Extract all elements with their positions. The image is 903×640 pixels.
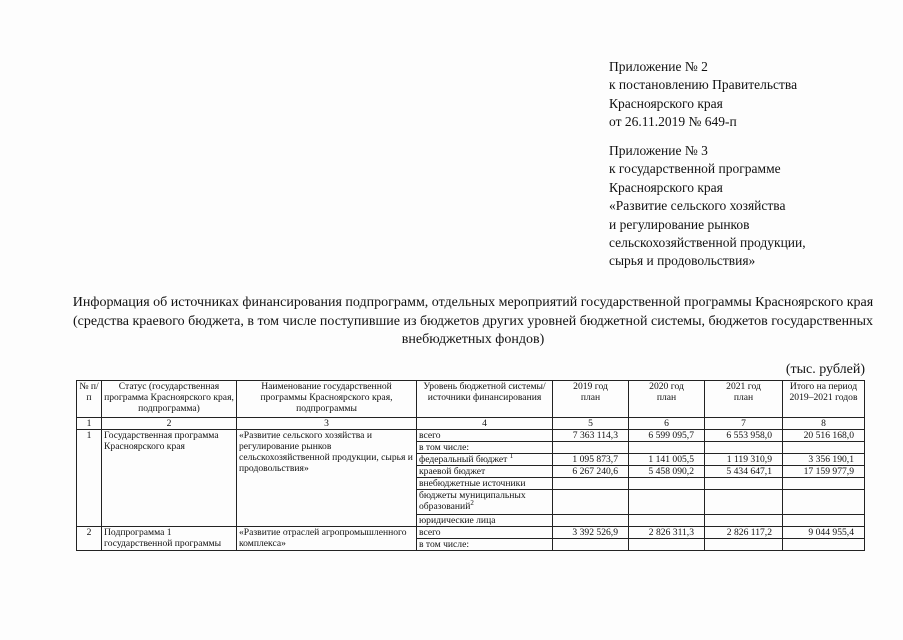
column-number: 6 <box>629 418 705 430</box>
row-number: 2 <box>77 527 102 551</box>
funding-level: внебюджетные источники <box>417 478 553 490</box>
value-2021 <box>705 490 783 515</box>
value-2021 <box>705 515 783 527</box>
appendix-2-block <box>609 58 899 132</box>
value-total <box>783 442 865 454</box>
value-2021: 2 826 117,2 <box>705 527 783 539</box>
table-row <box>77 430 865 442</box>
funding-level-label: бюджеты муниципальных образований <box>419 490 526 512</box>
header-name: Наименование государственной программы Красноярского края, подпрограммы <box>237 381 417 418</box>
value-total: 9 044 955,4 <box>783 527 865 539</box>
appendix-2-line: Приложение № 2 <box>609 59 708 74</box>
column-number: 5 <box>553 418 629 430</box>
value-2019: 6 267 240,6 <box>553 466 629 478</box>
header-2019-plan: план <box>580 392 601 403</box>
column-number: 7 <box>705 418 783 430</box>
footnote-mark: 1 <box>509 453 514 460</box>
value-2019: 3 392 526,9 <box>553 527 629 539</box>
funding-level <box>417 490 553 515</box>
row-status: Государственная программа Красноярского края <box>102 430 237 527</box>
header-total: Итого на период 2019–2021 годов <box>783 381 865 418</box>
appendix-3-line: и регулирование рынков <box>609 216 750 232</box>
appendix-3-line: к государственной программе <box>609 161 781 177</box>
appendix-3-line: сырья и продовольствия» <box>609 253 756 269</box>
value-2019: 1 095 873,7 <box>553 454 629 466</box>
footnote-mark: 2 <box>470 498 474 507</box>
value-2020 <box>629 442 705 454</box>
row-program-name: «Развитие сельского хозяйства и регулирование рынков сельскохозяйственной продукции, сырья и продовольствия» <box>237 430 417 527</box>
value-2020 <box>629 515 705 527</box>
value-2020 <box>629 490 705 515</box>
value-2019 <box>553 539 629 551</box>
header-2021-year: 2021 год <box>726 381 761 392</box>
table-row <box>77 527 865 539</box>
value-2020 <box>629 539 705 551</box>
value-2019 <box>553 478 629 490</box>
row-status: Подпрограмма 1 государственной программы <box>102 527 237 551</box>
row-program-name: «Развитие отраслей агропромышленного комплекса» <box>237 527 417 551</box>
value-2020: 5 458 090,2 <box>629 466 705 478</box>
column-number: 8 <box>783 418 865 430</box>
header-2021-plan: план <box>733 392 754 403</box>
value-2019 <box>553 490 629 515</box>
financing-table <box>76 380 865 551</box>
value-2019: 7 363 114,3 <box>553 430 629 442</box>
appendix-3-block <box>609 142 899 271</box>
value-2021 <box>705 442 783 454</box>
value-total <box>783 515 865 527</box>
appendix-2-line: Красноярского края <box>609 95 723 111</box>
value-total <box>783 478 865 490</box>
value-2021: 6 553 958,0 <box>705 430 783 442</box>
column-number-row <box>77 418 865 430</box>
header-status: Статус (государственная программа Красноярского края, подпрограмма) <box>102 381 237 418</box>
header-2019-year: 2019 год <box>573 381 608 392</box>
header-no: № п/п <box>77 381 102 418</box>
appendix-3-line: сельскохозяйственной продукции, <box>609 235 806 251</box>
column-number: 3 <box>237 418 417 430</box>
value-total: 20 516 168,0 <box>783 430 865 442</box>
funding-level: в том числе: <box>417 539 553 551</box>
value-total <box>783 490 865 515</box>
value-2021 <box>705 478 783 490</box>
header-2021 <box>705 381 783 418</box>
header-row <box>77 381 865 418</box>
funding-level: всего <box>417 527 553 539</box>
document-title: Информация об источниках финансирования подпрограмм, отдельных мероприятий государственной программы Красноярского края (средства краевого бюджета, в том числе поступившие из бюджетов других уровней бюджетной системы, бюджетов государственных внебюджетных фондов) <box>72 295 874 347</box>
appendix-2-line: к постановлению Правительства <box>609 77 798 93</box>
column-number: 4 <box>417 418 553 430</box>
unit-label: (тыс. рублей) <box>785 362 865 377</box>
funding-level: в том числе: <box>417 442 553 454</box>
column-number: 1 <box>77 418 102 430</box>
header-2020-year: 2020 год <box>649 381 684 392</box>
value-total: 3 356 190,1 <box>783 454 865 466</box>
row-number: 1 <box>77 430 102 527</box>
appendix-3-line: Красноярского края <box>609 179 723 195</box>
funding-level-label: федеральный бюджет <box>419 454 508 465</box>
appendix-3-line: Приложение № 3 <box>609 143 708 158</box>
funding-level <box>417 454 553 466</box>
value-2020: 2 826 311,3 <box>629 527 705 539</box>
value-2019 <box>553 442 629 454</box>
value-total <box>783 539 865 551</box>
funding-level: всего <box>417 430 553 442</box>
header-2020-plan: план <box>656 392 677 403</box>
column-number: 2 <box>102 418 237 430</box>
appendix-2-line: от 26.11.2019 № 649-п <box>609 114 737 130</box>
value-2021 <box>705 539 783 551</box>
header-level: Уровень бюджетной системы/источники финансирования <box>417 381 553 418</box>
value-2019 <box>553 515 629 527</box>
value-2021: 5 434 647,1 <box>705 466 783 478</box>
value-2020: 6 599 095,7 <box>629 430 705 442</box>
header-2019 <box>553 381 629 418</box>
funding-level: краевой бюджет <box>417 466 553 478</box>
header-2020 <box>629 381 705 418</box>
appendix-3-line: «Развитие сельского хозяйства <box>609 198 786 214</box>
funding-level: юридические лица <box>417 515 553 527</box>
value-2020: 1 141 005,5 <box>629 454 705 466</box>
value-2020 <box>629 478 705 490</box>
value-2021: 1 119 310,9 <box>705 454 783 466</box>
value-total: 17 159 977,9 <box>783 466 865 478</box>
